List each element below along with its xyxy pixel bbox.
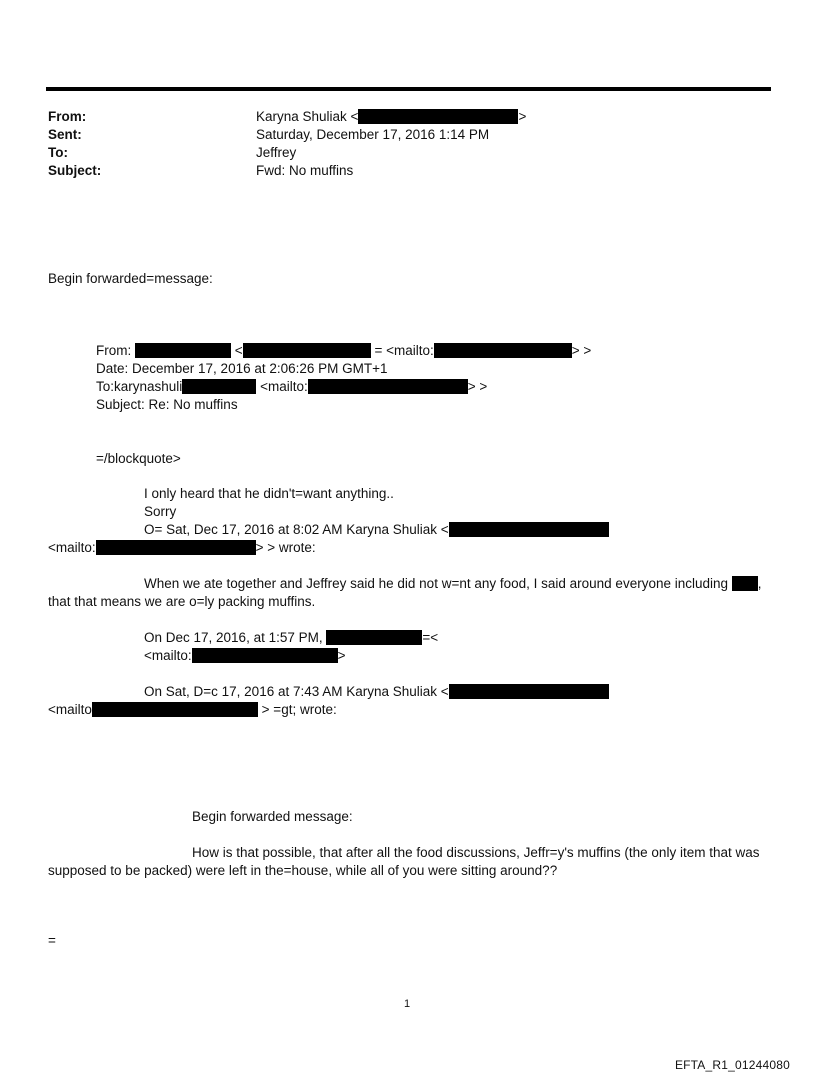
- reply-line-1: I only heard that he didn't=want anything..: [144, 486, 394, 501]
- fwd-from-lt: <: [234, 343, 243, 358]
- fwd-date-line: Date: December 17, 2016 at 2:06:26 PM GMT+1: [96, 361, 388, 376]
- document-id: EFTA_R1_01244080: [674, 1058, 790, 1072]
- fwd-from-prefix: From:: [96, 343, 132, 358]
- redaction-bar: [434, 343, 572, 358]
- header-rule: [46, 87, 771, 91]
- quote2-close: >: [337, 648, 346, 663]
- quote3-wrote: > =gt; wrote:: [261, 702, 337, 717]
- redaction-bar: [449, 684, 609, 699]
- subject-value: Fwd: No muffins: [256, 163, 354, 178]
- sent-label: Sent:: [48, 127, 82, 142]
- quote2-lt: =<: [422, 630, 439, 645]
- quote2-mailto: <mailto:: [144, 648, 192, 663]
- quote3-header-text: On Sat, D=c 17, 2016 at 7:43 AM Karyna Shuliak <: [144, 684, 449, 699]
- quote2-header: [144, 629, 438, 647]
- page-number: 1: [404, 998, 411, 1010]
- redaction-bar: [182, 379, 256, 394]
- quote2-header-text: On Dec 17, 2016, at 1:57 PM,: [144, 630, 323, 645]
- quote1-comma: ,: [757, 576, 762, 591]
- to-label: To:: [48, 145, 68, 160]
- reply-line-2: Sorry: [144, 504, 177, 519]
- subject-label: Subject:: [48, 163, 102, 178]
- muffins-line-1: How is that possible, that after all the food discussions, Jeffr=y's muffins (the only item that was: [192, 845, 760, 860]
- from-value: [256, 108, 526, 126]
- redaction-bar: [308, 379, 468, 394]
- redaction-bar: [243, 343, 371, 358]
- equals-artifact: =: [48, 933, 56, 948]
- fwd-subject-line: Subject: Re: No muffins: [96, 397, 238, 412]
- from-label: From:: [48, 109, 87, 124]
- quote1-wrote: > > wrote:: [255, 540, 316, 555]
- fwd-to-close: > >: [467, 379, 488, 394]
- muffins-line-2: supposed to be packed) were left in the=house, while all of you were sitting around??: [48, 863, 558, 878]
- fwd-to-line: [96, 378, 487, 396]
- fwd-from-line: [96, 342, 591, 360]
- quote2-mailto-line: [144, 647, 346, 665]
- quote1-mailto-line: [48, 539, 316, 557]
- quote3-header: [144, 683, 609, 701]
- quote3-mailto: <mailto: [48, 702, 92, 717]
- fwd-from-close: > >: [571, 343, 592, 358]
- redaction-bar: [96, 540, 256, 555]
- quote1-line1: When we ate together and Jeffrey said he did not w=nt any food, I said around everyone including: [144, 576, 729, 591]
- redaction-bar: [449, 522, 609, 537]
- fwd-from-mailto: = <mailto:: [374, 343, 434, 358]
- begin-forwarded-line: Begin forwarded=message:: [48, 271, 213, 286]
- quote1-body-line-2: that that means we are o=ly packing muffins.: [48, 594, 316, 609]
- redaction-bar: [358, 109, 518, 124]
- quote1-mailto: <mailto:: [48, 540, 96, 555]
- blockquote-artifact: =/blockquote>: [96, 451, 181, 466]
- redaction-bar: [92, 702, 258, 717]
- redaction-bar: [326, 630, 422, 645]
- fwd-to-mailto: <mailto:: [260, 379, 308, 394]
- quote1-header-text: O= Sat, Dec 17, 2016 at 8:02 AM Karyna Shuliak <: [144, 522, 449, 537]
- quote1-header: [144, 521, 609, 539]
- redaction-bar: [192, 648, 338, 663]
- begin-forwarded-line-2: Begin forwarded message:: [192, 809, 353, 824]
- from-name: Karyna Shuliak <: [256, 109, 359, 124]
- fwd-to-prefix: To:karynashuli: [96, 379, 183, 394]
- quote1-body-line-1: [144, 575, 762, 593]
- quote3-mailto-line: [48, 701, 337, 719]
- redaction-bar: [732, 576, 758, 591]
- from-close: >: [518, 109, 527, 124]
- to-value: Jeffrey: [256, 145, 297, 160]
- sent-value: Saturday, December 17, 2016 1:14 PM: [256, 127, 490, 142]
- redaction-bar: [135, 343, 231, 358]
